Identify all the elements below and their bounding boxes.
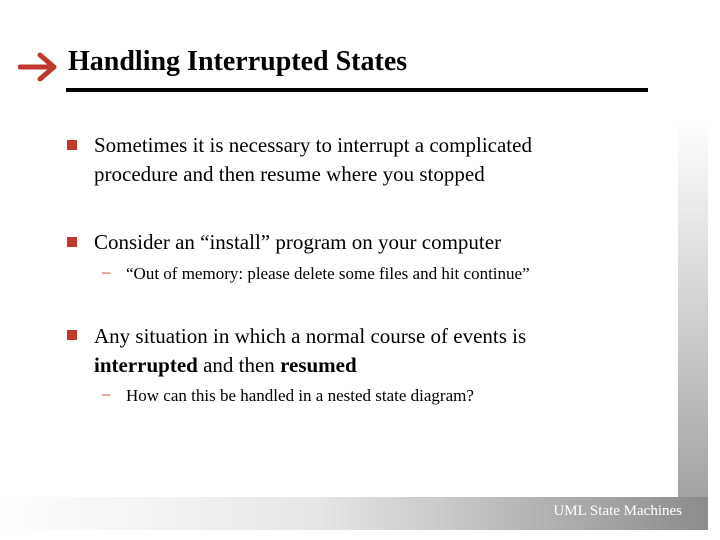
sub-bullet-2: “Out of memory: please delete some files and hit continue”: [126, 264, 530, 283]
slide-title: Handling Interrupted States: [68, 46, 408, 77]
square-bullet-icon: [67, 140, 77, 150]
bullet-3-bold-interrupted: interrupted: [94, 352, 198, 377]
bullet-3-bold-resumed: resumed: [280, 352, 357, 377]
sub-bullet-3: How can this be handled in a nested state diagram?: [126, 386, 474, 405]
bullet-3: [94, 322, 594, 379]
slide-shadow-right: [678, 120, 708, 530]
bullet-1: Sometimes it is necessary to interrupt a complicated procedure and then resume where you stopped: [94, 133, 532, 186]
square-bullet-icon: [67, 237, 77, 247]
bullet-2: Consider an “install” program on your computer: [94, 230, 502, 254]
bullet-3-text-b: and then: [197, 352, 281, 377]
bullet-3-text-a: Any situation in which a normal course of events is: [94, 324, 527, 348]
square-bullet-icon: [67, 330, 77, 340]
title-underline: [66, 88, 648, 92]
right-arrow-icon: [18, 50, 60, 84]
dash-bullet: –: [102, 384, 111, 403]
footer-label: UML State Machines: [553, 503, 682, 519]
dash-bullet: –: [102, 262, 111, 281]
